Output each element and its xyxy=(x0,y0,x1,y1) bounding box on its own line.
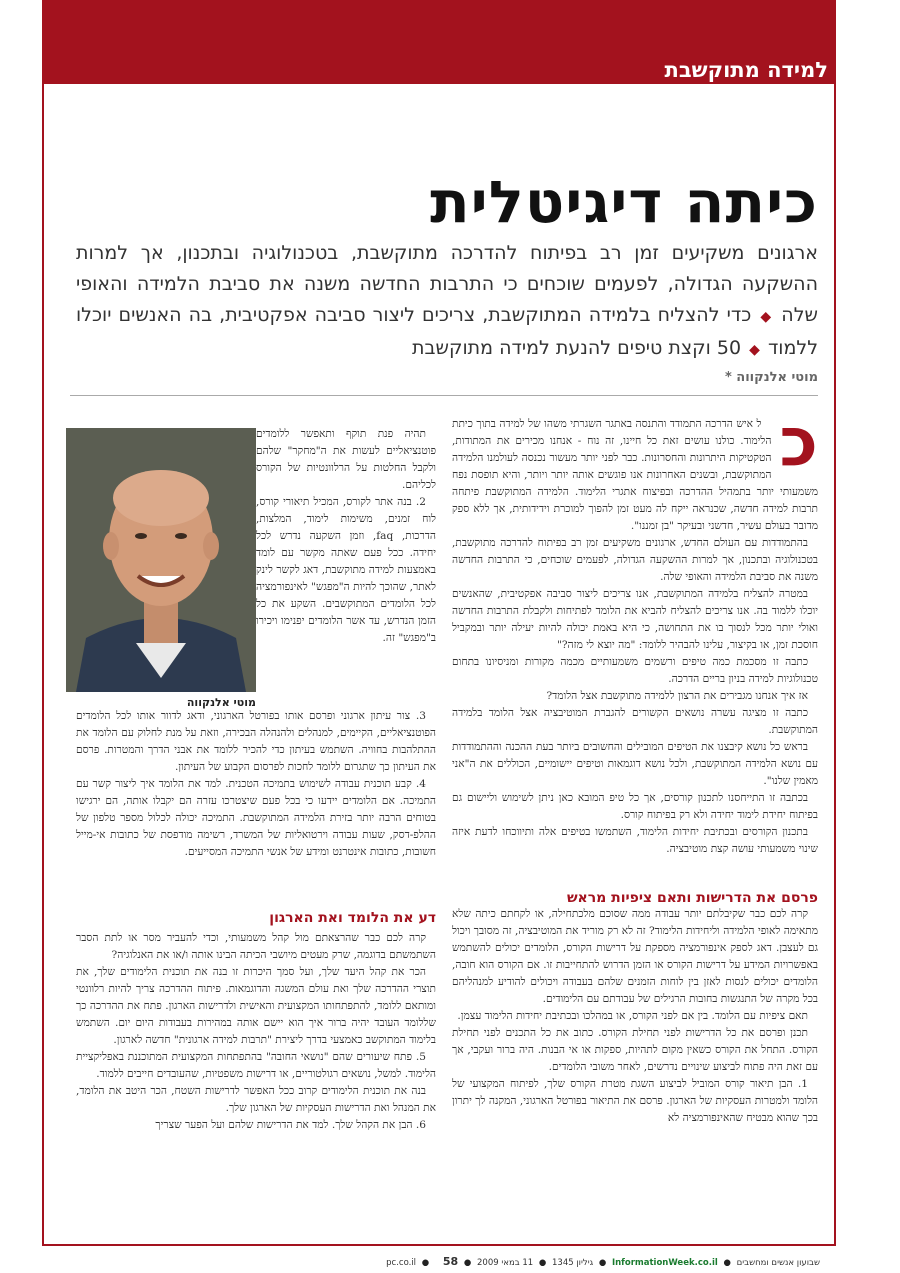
left-column-lower xyxy=(76,930,436,1236)
bullet-icon: ● xyxy=(598,1258,607,1268)
paragraph: קרה לכם כבר שקיבלתם יותר עבודה ממה שסוכם מלכתחילה, או לקחתם כיתה שלא מתאימה לאופי הלמידה וליחידות הלימוד? זה לא רק מוריד את המוטיבציה, זה מסובך ויכול גם לעצבן. דאג לספק אינפורמציה מספקת על דרישות הקורס, הלומדים יכולים להשתמש באפשרויות המידע על דרישות הקורס או הזמן הדרוש להתחייבות זו. אם הקורס הוא חובה, הלומדים יכולים לנסות לאזן בין לוחות הזמנים שלהם בעבודה ויכולים להודיע למנהליהם בכל מקרה של התנגשות בחובות הרגילים של עבודתם עם הלימודים. xyxy=(452,908,818,1005)
paragraph: בתכנון הקורסים ובכתיבת יחידות הלימוד, השתמשו בטיפים אלה ותיווכחו לדעת איזה שינוי משמעותי עושה קצת מוטיבציה. xyxy=(452,826,818,855)
paragraph: 1. הבן תיאור קורס המוביל לביצוע השגת מטרת הקורס שלך, לפיתוח המקצועי של הלומד ולמטרות העסקיות של הארגון. פרסם את התיאור בפורטל הארגוני, המקנה לך יתרון בכך שהוא מבטיח שהאינפורמציה לא xyxy=(452,1078,818,1124)
paragraph: כתבה זו מסכמת כמה טיפים ורשמים משמעותיים מכמה מקורות ומניסיונו בתחום טכנולוגיות למידה בניון בריים הדרכה. xyxy=(452,656,818,685)
subhead-know-learner: דע את הלומד ואת הארגון xyxy=(269,910,436,926)
paragraph: תאם ציפיות עם הלומד. בין אם לפני הקורס, או במהלכו ובכתיבת יחידות הלימוד עצמן. xyxy=(457,1010,808,1022)
bullet-icon: ● xyxy=(463,1258,472,1268)
lead-part-3: 50 וקצת טיפים להנעת למידה מתוקשבת xyxy=(412,337,742,359)
lead-part-2: כדי להצליח בלמידה המתוקשבת, צריכים ליצור סביבה אפקטיבית, בה האנשים יוכלו ללמוד xyxy=(76,304,818,359)
right-column-body xyxy=(452,416,818,858)
right-column-lower xyxy=(452,906,818,1236)
footer-date: 11 במאי 2009 xyxy=(477,1258,534,1268)
photo-caption: מוטי אלנקווה xyxy=(186,696,256,709)
left-column-top xyxy=(256,426,436,708)
paragraph: הכר את קהל היעד שלך, ועל סמך היכרות זו בנה את תוכנית הלימודים שלך, את תוצרי ההדרכה שלך ואת עולם המשגה והדוגמאות. פיתוח ההדרכה צריך להיות רלוונטי ומותאם ללומד, להתפתחותו המקצועית והאישית ולדרישות הארגון. פתח את ההדרכה כך שללומד העובד יהיה ברור איך הוא יישם אותה במהירות בעבודות היום יום. השתמש בלימוד המתוקשב כאמצעי בדרך ליצירת "תרבות למידה ארגונית" חדשה לארגון. xyxy=(76,966,436,1046)
bullet-icon: ● xyxy=(538,1258,547,1268)
paragraph: קרה לכם כבר שהרצאתם מול קהל משמעותי, וכדי להעביר מסר או לתת הסבר השתמשתם בדוגמה, שרק מעטים מיושבי הכיתה הבינו אותה ו/או את האנלוגיה? xyxy=(76,932,436,961)
paragraph: 6. הבן את הקהל שלך. למד את הדרישות שלהם ועל הפער שצריך xyxy=(155,1119,426,1131)
section-label: למידה מתוקשבת xyxy=(664,58,828,82)
subhead-requirements: פרסם את הדרישות ותאם ציפיות מראש xyxy=(566,890,818,906)
diamond-icon: ◆ xyxy=(749,342,760,358)
footer-text: שבועון אנשים ומחשבים xyxy=(736,1258,820,1268)
right-column xyxy=(452,416,818,886)
footer-issue: גיליון 1345 xyxy=(552,1258,594,1268)
paragraph: תכנן ופרסם את כל הדרישות לפני תחילת הקורס. כתוב את כל התכנים לפני תחילת הקורס. התחל את הקורס כשאין מקום לתהיות, ספקות או אי הבנות. היה ברור ועקבי, אך עם זאת היה פתוח לביצוע שינויים נדרשים, לאחר משובי הלומדים. xyxy=(452,1027,818,1073)
paragraph: במטרה להצליח בלמידה המתוקשבת, אנו צריכים ליצור סביבה אפקטיבית, שהאנשים יוכלו ללמוד בה. אנו צריכים להצליח להביא את הלומד לפתיחות ולקבלת התרבות החדשה ואולי יותר מכל לנסוך בו את התחושה, כי היא באמת יכולה להיות יעילה יותר ובמקביל חוסכת זמן, או בקיצור, עלינו להבהיר ללומד: "מה יוצא לי מזה?" xyxy=(452,588,818,651)
paragraph: 5. פתח שיעורים שהם "נושאי החובה" בהתפתחות המקצועית המתוכננת באפליקציית הלימוד. למשל, נושאים רגולטוריים, או דרישות משפטיות, שהעובדים חייבים ללמוד. xyxy=(76,1051,436,1080)
paragraph: בראש כל נושא קיבצנו את הטיפים המובילים והחשובים ביותר בעת ההכנה וההתמודדות עם נושא הלמידה המתוקשבת, ולכל נושא דוגמאות וטיפים יישומיים, הכוללים את ה"אני מאמין שלנו". xyxy=(452,741,818,787)
page-footer xyxy=(386,1255,820,1268)
author-portrait xyxy=(66,428,256,692)
bullet-icon: ● xyxy=(723,1258,731,1268)
author-photo xyxy=(66,428,256,692)
paragraph: 3. צור עיתון ארגוני ופרסם אותו בפורטל הארגוני, ודאג לדוור אותו לכל הלומדים הפוטנציאליים, הקיימים, למנהלים ולהנהלה הבכירה, וזאת על מנת לחלוק עם הלומד את ההתלהבות בחוויה. השתמש בעיתון כדי להכיר ללומד את אבני הדרך והמטרות. פרסם את העיתון כך שתגרום ללומד לחכות לפרסום הקבוע של העיתון. xyxy=(76,710,436,773)
drop-cap: כ xyxy=(779,416,818,482)
article-lead xyxy=(76,238,818,366)
paragraph: כתבה זו מציגה עשרה נושאים הקשורים להגברת המוטיבציה אצל הלומד בלמידה המתוקשבת. xyxy=(452,707,818,736)
article-title: כיתה דיגיטלית xyxy=(430,168,818,236)
paragraph: 4. קבע תוכנית עבודה לשימוש בתמיכה הטכנית. למד את הלומד איך ליצור קשר עם התמיכה. אם הלומדים יידעו כי בכל פעם שיצטרכו עזרה הם יקבלו אותה, הם ירגישו בטוחים הרבה יותר בזירת הלמידה המתוקשבת. התמיכה יכולה לכלול מספר טלפון של ההלפ-דסק, שעות עבודה וירטואליות של המשרד, רשימה מודפסת של כתובות אי-מייל חשובות, כתובות אינטרנט ומידע של אנשי התמיכה המסייעים. xyxy=(76,778,436,858)
paragraph: 2. בנה אתר לקורס, המכיל תיאורי קורס, לוח זמנים, משימות לימוד, המלצות, הדרכות, faq, וזמן השקעה נדרש לכל יחידה. ככל פעם שאתה מקשר עם לומד באמצעות למידה מתוקשבת, דאג לקשר לינק לאתר, שהוכך להיות ה"מפגש" לאינפורמציה לכל הלומדים המתוקשבים. השקע את כל הזמן הנדרש, עד אשר הלומדים יפנימו ויכירו ב"מפגש" זה. xyxy=(256,496,436,644)
paragraph: בנה את תוכנית הלימודים קרוב ככל האפשר לדרישות השטח, הכר היטב את הלומד, את המנהל ואת הדרישות העסקיות של הארגון שלך. xyxy=(76,1085,436,1114)
author-byline: מוטי אלנקווה * xyxy=(724,370,818,385)
paragraph: תהיה פנת תוקף ותאפשר ללומדים פוטנציאליים לעשות את ה"מחקר" שלהם ולקבל החלטות על הרלוונטיות של הקורס לכליהם. xyxy=(256,428,436,491)
divider xyxy=(70,395,818,396)
diamond-icon: ◆ xyxy=(760,309,773,325)
page-number: 58 xyxy=(442,1255,459,1268)
footer-site-link[interactable]: InformationWeek.co.il xyxy=(611,1258,718,1268)
left-column-middle xyxy=(76,708,436,904)
bullet-icon: ● xyxy=(421,1258,430,1268)
footer-site2-link[interactable]: pc.co.il xyxy=(386,1258,417,1268)
paragraph: ל איש הדרכה התמודד והתנסה באתגר השגרתי משהו של למידה בתוך כיתת הלימוד. כולנו עושים זאת כל חיינו, זה נוח - אנחנו מכירים את המתודות, הטקטיקות היתרונות והחסרונות. כבר לפני יותר מעשור נכנסה לעולמנו הלמידה המתוקשבת, ובשנים האחרונות אנו פוגשים אותה יותר ויותר, והיא תופסת נפח משמעותי יותר בתמהיל ההדרכה ובפיצוח אתגרי הלימוד. הלמידה המתוקשבת פיתחה תרבות למידה חדשה, שכנראה ייקח לה מעט זמן להפוך למוכרת וידידותית, אך ללא ספק מדובר בעולם עשיר, חדשני ובעיקר "בן זמננו". xyxy=(452,418,818,532)
lead-part-1: ארגונים משקיעים זמן רב בפיתוח להדרכה מתוקשבת, בטכנולוגיה ובתכנון, אך למרות ההשקעה הגדולה, לפעמים שוכחים כי התרבות החדשה משנה את סביבת הלמידה והאופי שלה xyxy=(76,242,818,326)
paragraph: בכתבה זו התייחסנו לתכנון קורסים, אך כל טיפ המובא כאן ניתן לשימוש וליישום גם בפיתוח יחידת לימוד יחידה ולא רק בפיתוח קורס. xyxy=(452,792,818,821)
paragraph: בהתמודדות עם העולם החדש, ארגונים משקיעים זמן רב בפיתוח להדרכה מתוקשבת, בטכנולוגיה ובתכנון, אך למרות ההשקעה הגדולה, לפעמים שוכחים, כי התרבות החדשה משנה את סביבת הלמידה והאופי שלה. xyxy=(452,537,818,583)
paragraph: אז איך אנחנו מגבירים את הרצון ללמידה מתוקשבת אצל הלומד? xyxy=(546,690,808,702)
